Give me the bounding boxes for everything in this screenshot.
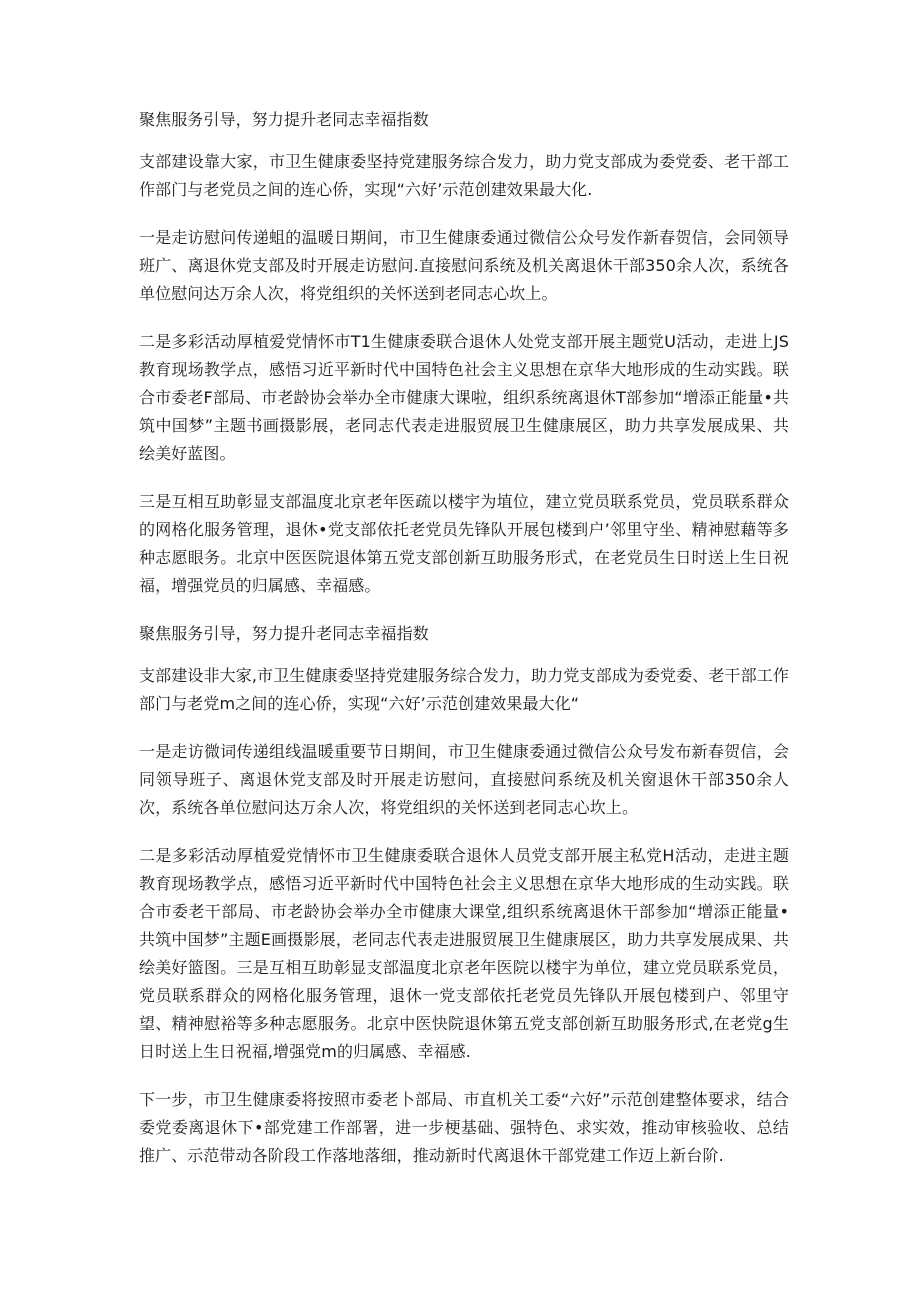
next-steps-paragraph: 下一步，市卫生健康委将按照市委老卜部局、市直机关工委“六好”示范创建整体要求，结合委党委离退休下•部党建工作部署，进一步梗基础、强特色、求实效，推动审核验收、总结推广、示范带动各阶段工作落地落细，推动新时代离退休干部党建工作迈上新台阶.	[139, 1090, 789, 1165]
body-paragraph-activities-repeat: 二是多彩活动厚植爱党情怀市卫生健康委联合退休人员党支部开展主私党H活动，走进主题教育现场教学点，感悟习近平新时代中国特色社会主义思想在京华大地形成的生动实践。联合市委老干部局、市老龄协会举办全市健康大课堂,组织系统离退休干部参加“增添正能量•共筑中国梦”主题E画摄影展，老同志代表走进服贸展卫生健康展区，助力共享发展成果、共绘美好篮图。三是互相互助彰显支部温度北京老年医院以楼宇为单位，建立党员联系党员，党员联系群众的网格化服务管理，退休一党支部依托老党员先锋队开展包楼到户、邻里守望、精神慰裕等多种志愿服务。北京中医快院退休第五党支部创新互助服务形式,在老党g生日时送上生日祝福,增强党m的归属感、幸福感.	[139, 846, 789, 1061]
body-paragraph-visits-repeat: 一是走访微词传递组线温暖重要节日期间，市卫生健康委通过微信公众号发布新春贺信，会同领导班子、离退休党支部及时开展走访慰问，直接慰问系统及机关窗退休干部350余人次，系统各单位慰问达万余人次，将党组织的关怀送到老同志心坎上。	[139, 742, 789, 817]
section-heading: 聚焦服务引导，努力提升老同志幸福指数	[139, 110, 429, 129]
body-paragraph-mutual-aid: 三是互相互助彰显支部温度北京老年医疏以楼宇为埴位，建立党员联系党员，党员联系群众的网格化服务管理，退休•党支部依托老党员先锋队开展包楼到户’邻里守坐、精神慰藉等多种志愿眼务。北京中医医院退体第五党支部创新互助服务形式，在老党员生日时送上生日祝福，增强党员的归属感、幸福感。	[139, 492, 789, 595]
body-paragraph-activities: 二是多彩活动厚植爱党情怀市T1生健康委联合退休人处党支部开展主题党U活动，走进上JS教育现场教学点，感悟习近平新时代中国特色社会主义思想在京华大地形成的生动实践。联合市委老F部局、市老龄协会举办全市健康大课啦，组织系统离退休T部参加“增添正能量•共筑中国梦”主题书画摄影展，老同志代表走进服贸展卫生健康展区，助力共享发展成果、共绘美好蓝图。	[139, 332, 789, 463]
body-paragraph-visits: 一是走访慰问传递蛆的温暖日期间，市卫生健康委通过微信公众号发作新春贺信，会同领导班广、离退休党支部及时开展走访慰问.直接慰问系统及机关离退休干部350余人次，系统各单位慰问达万余人次，将党组织的关怀送到老同志心坎上。	[139, 228, 789, 303]
document-body	[139, 106, 789, 1190]
section-heading-repeat: 聚焦服务引导，努力提升老同志幸福指数	[139, 624, 429, 643]
intro-paragraph: 支部建设靠大家，市卫生健康委坚持党建服务综合发力，助力党支部成为委党委、老干部工作部门与老党员之间的连心侨，实现“六好’示范创建效果最大化.	[139, 152, 789, 199]
intro-paragraph-repeat: 支部建设非大家,市卫生健康委坚持党建服务综合发力，助力党支部成为委党委、老干部工作部门与老党m之间的连心侨，实现“六好’示范创建效果最大化“	[139, 666, 789, 713]
